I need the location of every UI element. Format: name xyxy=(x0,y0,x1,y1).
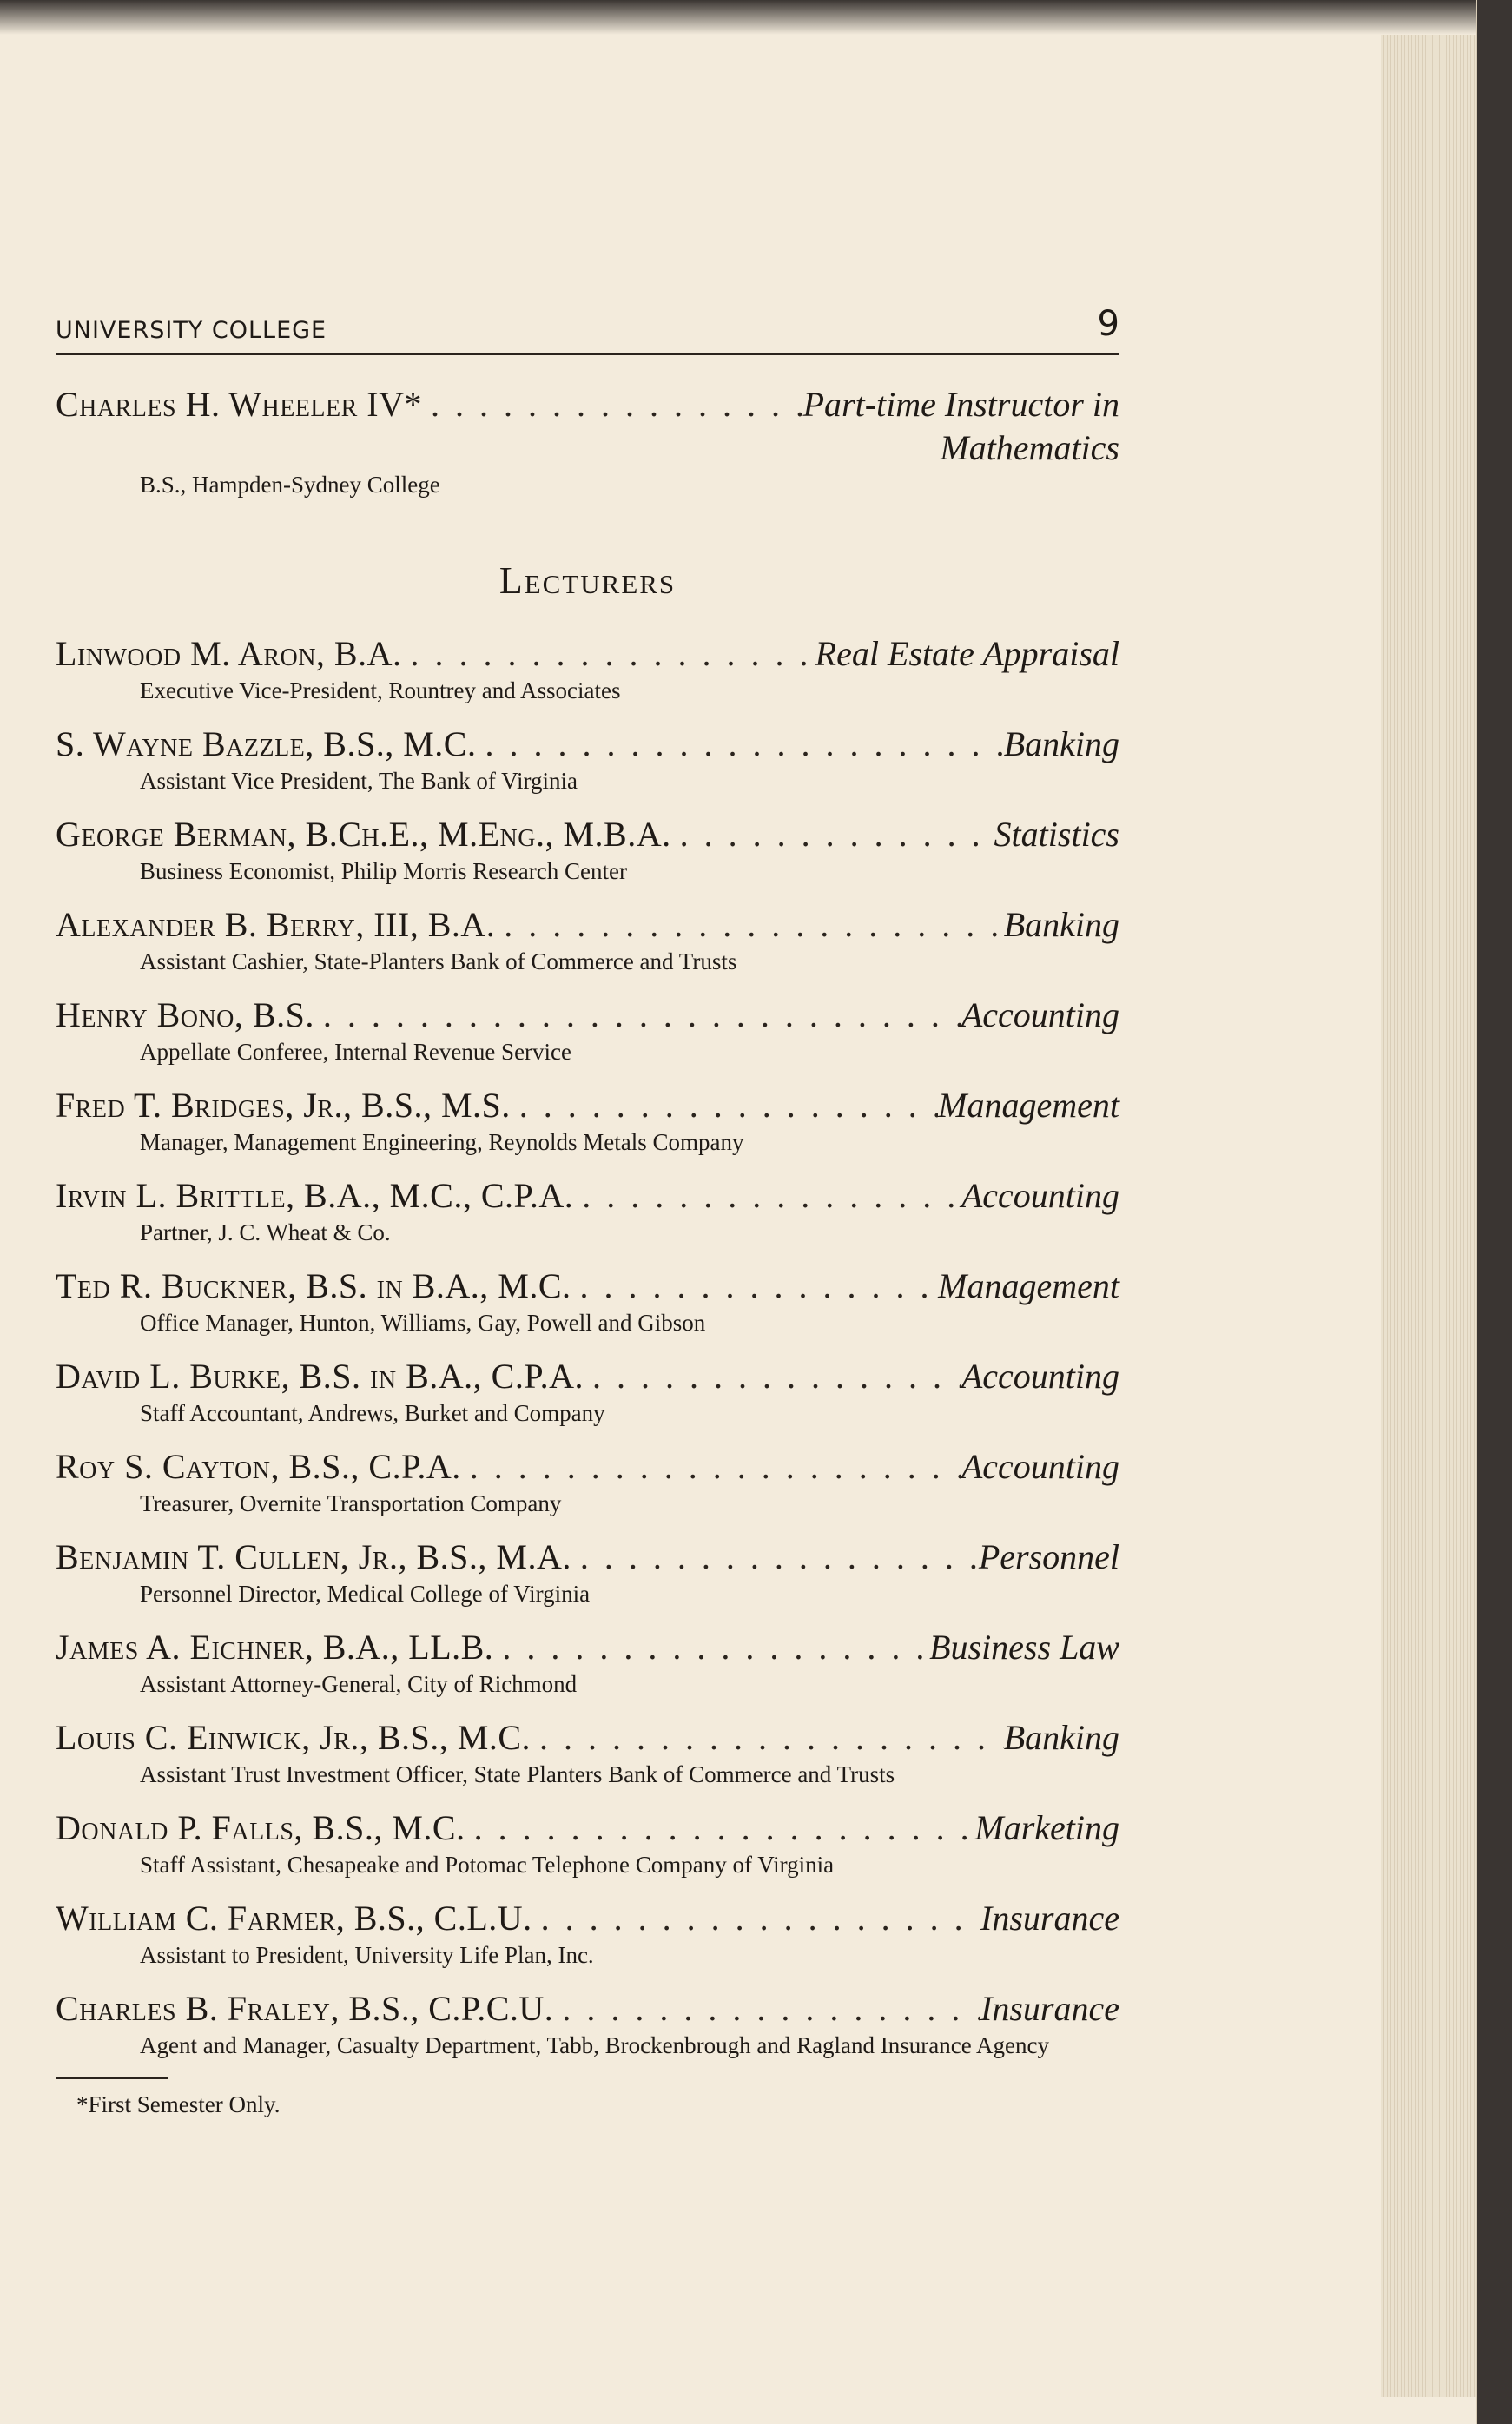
lecturer-subject: Insurance xyxy=(980,1899,1119,1938)
entry-name: Charles H. Wheeler IV* xyxy=(56,385,423,424)
leader-dots xyxy=(511,1084,938,1127)
lecturer-position: Partner, J. C. Wheat & Co. xyxy=(140,1219,391,1245)
page-number: 9 xyxy=(1097,304,1119,344)
lecturer-position: Appellate Conferee, Internal Revenue Service xyxy=(140,1039,572,1065)
entry-description: B.S., Hampden-Sydney College xyxy=(140,472,440,498)
lecturer-subject: Accounting xyxy=(961,1447,1119,1486)
lecturer-entry xyxy=(56,1536,1119,1607)
lecturer-name: William C. Farmer, B.S., C.L.U. xyxy=(56,1899,532,1938)
leader-dots xyxy=(476,723,1003,766)
lecturer-position: Assistant to President, University Life Plan, Inc. xyxy=(140,1942,594,1968)
leader-dots xyxy=(553,1987,980,2031)
lecturer-name: George Berman, B.Ch.E., M.Eng., M.B.A. xyxy=(56,815,671,854)
lecturer-name: James A. Eichner, B.A., LL.B. xyxy=(56,1628,494,1667)
lecturer-subject: Banking xyxy=(1003,724,1119,763)
lecturer-position: Staff Accountant, Andrews, Burket and Company xyxy=(140,1400,605,1426)
lecturers-list xyxy=(56,632,1119,2058)
lecturer-position: Staff Assistant, Chesapeake and Potomac Telephone Company of Virginia xyxy=(140,1852,835,1878)
lecturer-entry xyxy=(56,994,1119,1065)
lecturer-position: Treasurer, Overnite Transportation Company xyxy=(140,1490,562,1516)
leader-dots xyxy=(314,994,961,1037)
lecturer-subject: Management xyxy=(938,1266,1119,1305)
top-edge-shadow xyxy=(0,0,1476,35)
entry-role: Part-time Instructor in xyxy=(802,385,1119,424)
lecturer-entry xyxy=(56,632,1119,703)
entry-role-continued: Mathematics xyxy=(940,428,1119,467)
lecturer-name: Donald P. Falls, B.S., M.C. xyxy=(56,1808,465,1847)
lecturer-subject: Accounting xyxy=(961,1176,1119,1215)
lecturer-name: Irvin L. Brittle, B.A., M.C., C.P.A. xyxy=(56,1176,574,1215)
lecturer-subject: Management xyxy=(938,1086,1119,1125)
leader-dots xyxy=(465,1806,975,1850)
lecturer-entry xyxy=(56,1806,1119,1878)
lecturer-position: Office Manager, Hunton, Williams, Gay, Powell and Gibson xyxy=(140,1310,706,1336)
lecturer-subject: Statistics xyxy=(994,815,1119,854)
lecturer-position: Assistant Trust Investment Officer, State Planters Bank of Commerce and Trusts xyxy=(140,1761,895,1787)
lecturer-entry xyxy=(56,1626,1119,1697)
lecturer-subject: Personnel xyxy=(978,1537,1119,1576)
lecturer-subject: Banking xyxy=(1003,905,1119,944)
section-title: UNIVERSITY COLLEGE xyxy=(56,317,327,344)
lecturer-position: Agent and Manager, Casualty Department, Tabb, Brockenbrough and Ragland Insurance Agency xyxy=(140,2032,1049,2058)
lecturer-entry xyxy=(56,1355,1119,1426)
lecturer-entry xyxy=(56,723,1119,794)
lecturer-name: Henry Bono, B.S. xyxy=(56,995,314,1034)
lecturer-name: Louis C. Einwick, Jr., B.S., M.C. xyxy=(56,1718,531,1757)
leader-dots xyxy=(671,813,994,856)
leader-dots xyxy=(573,1174,961,1218)
leader-dots xyxy=(571,1536,979,1579)
lecturer-position: Business Economist, Philip Morris Research Center xyxy=(140,858,627,884)
lecturer-entry xyxy=(56,1445,1119,1516)
lecturer-position: Personnel Director, Medical College of Virginia xyxy=(140,1581,591,1607)
footnote-rule xyxy=(56,2077,168,2079)
lecturer-entry xyxy=(56,1897,1119,1968)
lecturer-position: Assistant Cashier, State-Planters Bank of Commerce and Trusts xyxy=(140,948,737,974)
lecturer-name: Linwood M. Aron, B.A. xyxy=(56,634,402,673)
lecturer-subject: Marketing xyxy=(974,1808,1119,1847)
lecturer-subject: Accounting xyxy=(961,1357,1119,1396)
leader-dots xyxy=(571,1265,939,1308)
lecturer-entry xyxy=(56,1716,1119,1787)
leader-dots xyxy=(532,1897,980,1940)
lecturer-entry xyxy=(56,1987,1119,2058)
lecturers-heading: Lecturers xyxy=(498,559,677,602)
leader-dots xyxy=(584,1355,961,1398)
lecturer-entry xyxy=(56,1084,1119,1155)
footnote: *First Semester Only. xyxy=(76,2091,281,2117)
lecturer-name: S. Wayne Bazzle, B.S., M.C. xyxy=(56,724,477,763)
page-content xyxy=(56,304,1119,2118)
lecturer-name: Benjamin T. Cullen, Jr., B.S., M.A. xyxy=(56,1537,571,1576)
leader-dots xyxy=(402,632,815,676)
running-head xyxy=(56,304,1119,355)
leader-dots xyxy=(495,903,1003,947)
lecturer-entry xyxy=(56,813,1119,884)
lecturer-name: Fred T. Bridges, Jr., B.S., M.S. xyxy=(56,1086,511,1125)
lecturer-entry xyxy=(56,1174,1119,1245)
lecturer-position: Assistant Vice President, The Bank of Virginia xyxy=(140,768,578,794)
lecturer-position: Executive Vice-President, Rountrey and Associates xyxy=(140,677,621,703)
lecturer-name: Charles B. Fraley, B.S., C.P.C.U. xyxy=(56,1989,554,2028)
lecturer-subject: Insurance xyxy=(980,1989,1119,2028)
lecturer-entry xyxy=(56,903,1119,974)
lecturer-name: Alexander B. Berry, III, B.A. xyxy=(56,905,496,944)
leader-dots xyxy=(493,1626,929,1669)
lecturer-entry xyxy=(56,1265,1119,1336)
lecturer-subject: Banking xyxy=(1003,1718,1119,1757)
lecturer-subject: Business Law xyxy=(929,1628,1119,1667)
lecturer-name: Roy S. Cayton, B.S., C.P.A. xyxy=(56,1447,461,1486)
page-edges xyxy=(1381,35,1476,2397)
leader-dots xyxy=(422,383,803,426)
lecturer-position: Manager, Management Engineering, Reynolds Metals Company xyxy=(140,1129,744,1155)
leader-dots xyxy=(531,1716,1004,1760)
lecturer-subject: Accounting xyxy=(961,995,1119,1034)
leader-dots xyxy=(461,1445,961,1489)
top-entry xyxy=(56,383,1119,498)
lecturer-position: Assistant Attorney-General, City of Richmond xyxy=(140,1671,578,1697)
lecturer-name: David L. Burke, B.S. in B.A., C.P.A. xyxy=(56,1357,584,1396)
lecturer-name: Ted R. Buckner, B.S. in B.A., M.C. xyxy=(56,1266,571,1305)
lecturer-subject: Real Estate Appraisal xyxy=(815,634,1119,673)
